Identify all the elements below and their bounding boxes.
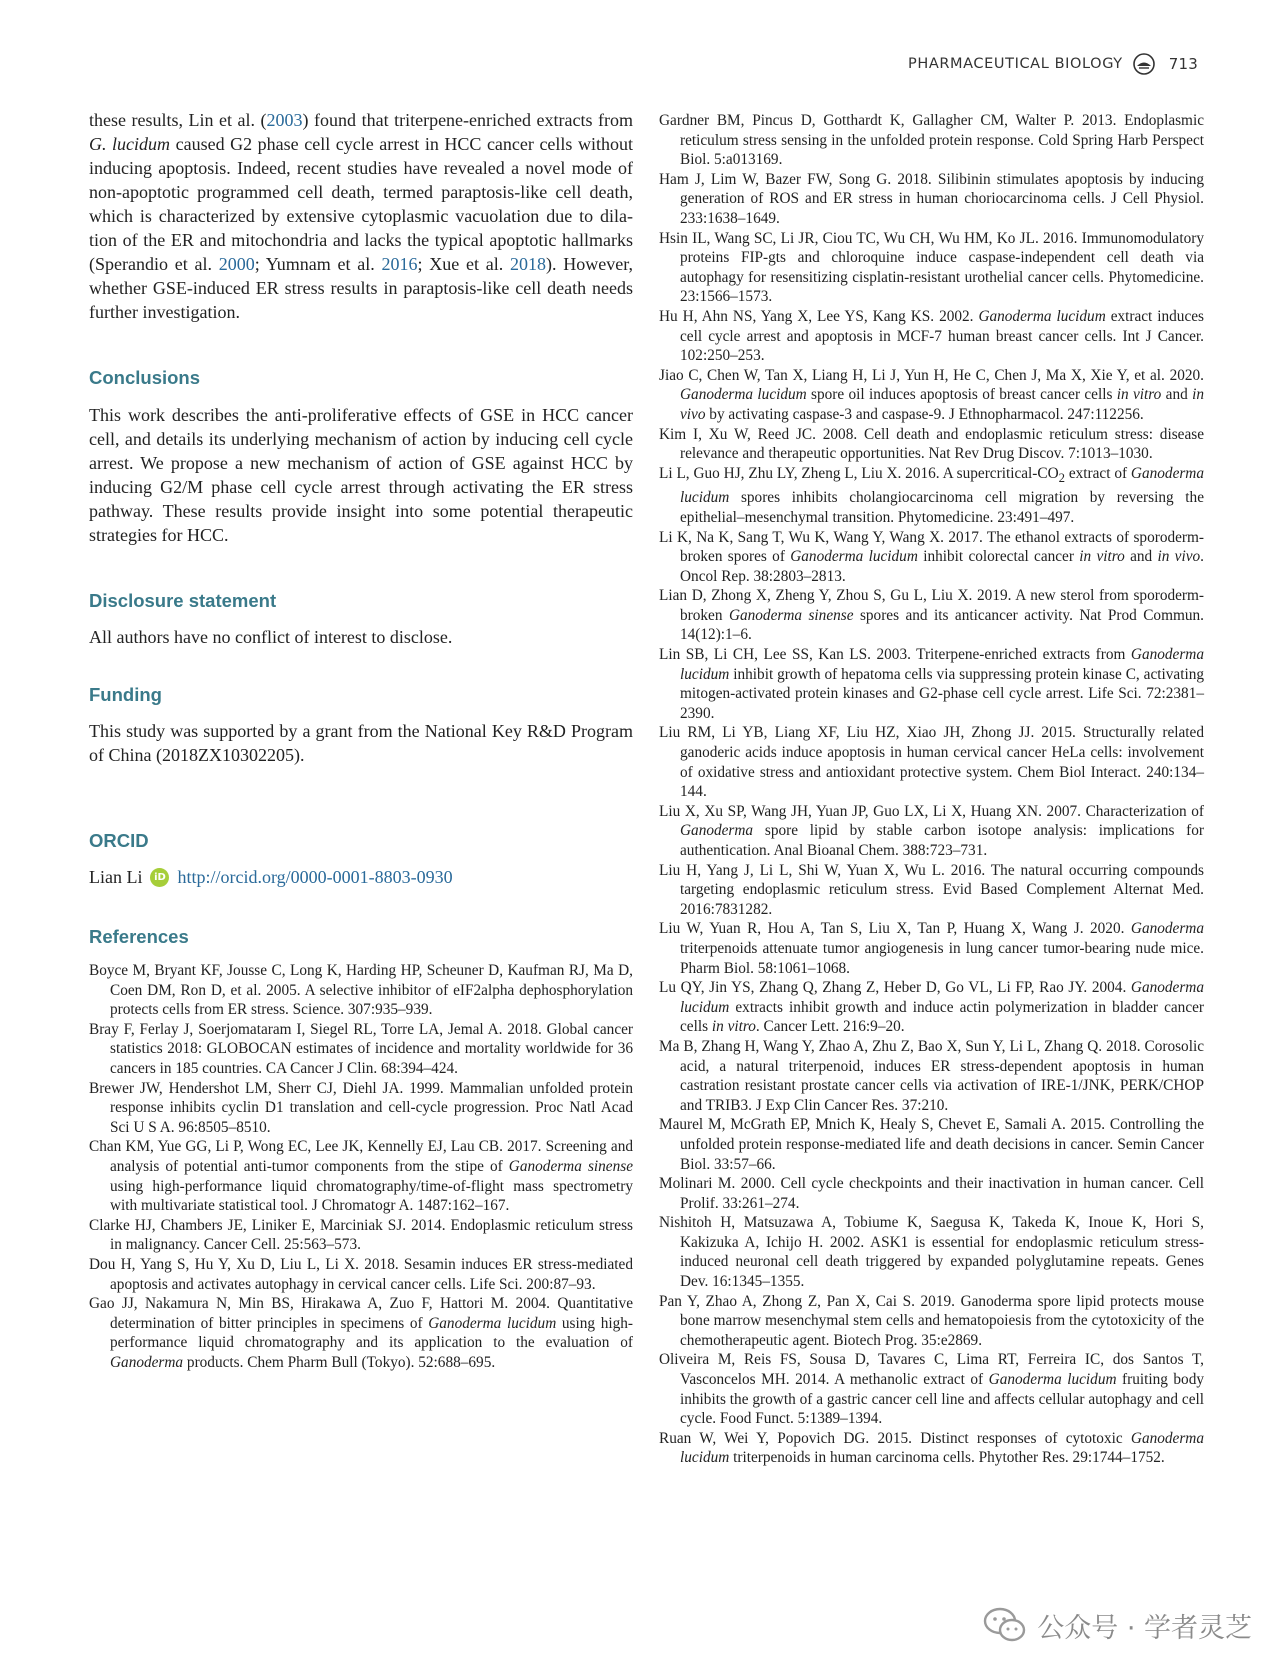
orcid-icon: iD bbox=[150, 868, 169, 887]
orcid-author-name: Lian Li bbox=[89, 867, 143, 887]
page-number: 713 bbox=[1168, 55, 1198, 73]
reference-item: Li K, Na K, Sang T, Wu K, Wang Y, Wang X. 2017. The ethanol extracts of sporoderm-broken spores of Ganoderma lucidum inhibit colorectal cancer in vitro and in vivo. Oncol Rep. 38:2803–2813. bbox=[659, 528, 1204, 585]
publisher-logo-icon bbox=[1133, 53, 1155, 75]
reference-item: Ruan W, Wei Y, Popovich DG. 2015. Distinct responses of cytotoxic Ganoderma lucidum triterpenoids in human carcinoma cells. Phytother Res. 29:1744–1752. bbox=[659, 1429, 1204, 1467]
wechat-icon bbox=[983, 1605, 1027, 1645]
citation-link[interactable]: 2018 bbox=[510, 254, 546, 274]
reference-item: Nishitoh H, Matsuzawa A, Tobiume K, Saegusa K, Takeda K, Inoue K, Hori S, Kakizuka A, Ichijo H. 2002. ASK1 is essential for endoplasmic reticulum stress-induced neuronal cell death triggered by expanded polyglutamine repeats. Genes Dev. 16:1345–1355. bbox=[659, 1214, 1204, 1291]
reference-item: Liu RM, Li YB, Liang XF, Liu HZ, Xiao JH, Zhong JJ. 2015. Structurally related ganoderic acids induce apoptosis in human cervical cancer HeLa cells: involvement of oxidative stress and antioxidant protective system. Chem Biol Interact. 240:134–144. bbox=[659, 724, 1204, 801]
citation-link[interactable]: 2016 bbox=[381, 254, 418, 274]
funding-heading: Funding bbox=[89, 684, 162, 705]
reference-item: Liu X, Xu SP, Wang JH, Yuan JP, Guo LX, Li X, Huang XN. 2007. Characterization of Ganoderma spore lipid by stable carbon isotope analysis: implications for authentication. Anal Bioanal Chem. 388:723–731. bbox=[659, 802, 1204, 860]
references-list-left bbox=[89, 961, 633, 1372]
reference-item: Pan Y, Zhao A, Zhong Z, Pan X, Cai S. 2019. Ganoderma spore lipid protects mouse bone marrow mesenchymal stem cells and hematopoiesis from the cytotoxicity of the chemotherapeutic agent. Biotech Prog. 35:e2869. bbox=[659, 1292, 1204, 1349]
reference-item: Li L, Guo HJ, Zhu LY, Zheng L, Liu X. 2016. A supercritical-$CO_2$ extract of Ganoderma lucidum spores inhibits cholangiocarcinoma cell migration by reversing the epithelial–mesenchymal transition. Phytomedicine. 23:491–497. bbox=[659, 464, 1205, 526]
reference-item: Bray F, Ferlay J, Soerjomataram I, Siegel RL, Torre LA, Jemal A. 2018. Global cancer statistics 2018: GLOBOCAN estimates of incidence and mortality worldwide for 36 cancers in 185 countries. CA Cancer J Clin. 68:394–424. bbox=[89, 1020, 633, 1077]
reference-item: Maurel M, McGrath EP, Mnich K, Healy S, Chevet E, Samali A. 2015. Controlling the unfolded protein response-mediated life and death decisions in cancer. Semin Cancer Biol. 33:57–66. bbox=[659, 1116, 1204, 1173]
reference-item: Lian D, Zhong X, Zheng Y, Zhou S, Gu L, Liu X. 2019. A new sterol from sporoderm-broken Ganoderma sinense spores and its anticancer activity. Nat Prod Commun. 14(12):1–6. bbox=[659, 587, 1204, 644]
reference-item: Jiao C, Chen W, Tan X, Liang H, Li J, Yun H, He C, Chen J, Ma X, Xie Y, et al. 2020. Ganoderma lucidum spore oil induces apoptosis of breast cancer cells in vitro and in vivo by activating caspase-3 and caspase-9. J Ethnopharmacol. 247:112256. bbox=[659, 366, 1204, 423]
reference-item: Ham J, Lim W, Bazer FW, Song G. 2018. Silibinin stimulates apoptosis by inducing generation of ROS and ER stress in human choriocarcinoma cells. J Cell Physiol. 233:1638–1649. bbox=[659, 170, 1204, 227]
reference-item: Boyce M, Bryant KF, Jousse C, Long K, Harding HP, Scheuner D, Kaufman RJ, Ma D, Coen DM, Ron D, et al. 2005. A selective inhibitor of eIF2alpha dephosphorylation protects cells from ER stress. Science. 307:935–939. bbox=[89, 962, 633, 1019]
references-heading: References bbox=[89, 926, 189, 947]
journal-name: PHARMACEUTICAL BIOLOGY bbox=[908, 56, 1123, 72]
watermark-text: 公众号 · 学者灵芝 bbox=[1037, 1612, 1252, 1644]
citation-link[interactable]: 2003 bbox=[266, 110, 303, 130]
reference-item: Clarke HJ, Chambers JE, Liniker E, Marciniak SJ. 2014. Endoplasmic reticulum stress in malignancy. Cancer Cell. 25:563–573. bbox=[89, 1216, 633, 1254]
discussion-paragraph: these results, Lin et al. (2003) found that triterpene-enriched extracts from G. lucidum caused G2 phase cell cycle arrest in HCC cancer cells without inducing apoptosis. Indeed, recent studies have revealed a novel mode of non-apoptotic programmed cell death, termed paraptosis-like cell death, which is characterized by extensive cytoplasmic vacuolation due to dilation of the ER and mitochondria and lacks the typical apoptotic hallmarks (Sperandio et al. 2000; Yumnam et al. 2016; Xue et al. 2018). However, whether GSE-induced ER stress results in paraptosis-like cell death needs further investigation. bbox=[89, 110, 633, 322]
reference-item: Gao JJ, Nakamura N, Min BS, Hirakawa A, Zuo F, Hattori M. 2004. Quantitative determination of bitter principles in specimens of Ganoderma lucidum using high-performance liquid chromatography and its application to the evaluation of Ganoderma products. Chem Pharm Bull (Tokyo). 52:688–695. bbox=[89, 1295, 633, 1371]
reference-item: Hu H, Ahn NS, Yang X, Lee YS, Kang KS. 2002. Ganoderma lucidum extract induces cell cycle arrest and apoptosis in MCF-7 human breast cancer cells. Int J Cancer. 102:250–253. bbox=[659, 307, 1204, 365]
orcid-entry bbox=[89, 865, 633, 889]
reference-item: Liu W, Yuan R, Hou A, Tan S, Liu X, Tan P, Huang X, Wang J. 2020. Ganoderma triterpenoids attenuate tumor angiogenesis in lung cancer tumor-bearing nude mice. Pharm Biol. 58:1061–1068. bbox=[659, 920, 1204, 977]
reference-item: Liu H, Yang J, Li L, Shi W, Yuan X, Wu L. 2016. The natural occurring compounds targeting endoplasmic reticulum stress. Evid Based Complement Alternat Med. 2016:7831282. bbox=[659, 861, 1204, 918]
reference-item: Ma B, Zhang H, Wang Y, Zhao A, Zhu Z, Bao X, Sun Y, Li L, Zhang Q. 2018. Corosolic acid, a natural triterpenoid, induces ER stress-dependent apoptosis in human castration resistant prostate cancer cells via activation of IRE-1/JNK, PERK/CHOP and TRIB3. J Exp Clin Cancer Res. 37:210. bbox=[659, 1037, 1204, 1114]
orcid-link[interactable]: http://orcid.org/0000-0001-8803-0930 bbox=[177, 867, 453, 887]
citation-link[interactable]: 2000 bbox=[218, 254, 255, 274]
left-column bbox=[89, 108, 633, 1372]
reference-item: Oliveira M, Reis FS, Sousa D, Tavares C, Lima RT, Ferreira IC, dos Santos T, Vasconcelos MH. 2014. A methanolic extract of Ganoderma lucidum fruiting body inhibits the growth of a gastric cancer cell line and affects cellular autophagy and cell cycle. Food Funct. 5:1389–1394. bbox=[659, 1351, 1204, 1428]
reference-item: Dou H, Yang S, Hu Y, Xu D, Liu L, Li X. 2018. Sesamin induces ER stress-mediated apoptosis and activates autophagy in cervical cancer cells. Life Sci. 200:87–93. bbox=[89, 1255, 633, 1293]
orcid-heading: ORCID bbox=[89, 830, 149, 851]
reference-item: Molinari M. 2000. Cell cycle checkpoints and their inactivation in human cancer. Cell Prolif. 33:261–274. bbox=[659, 1175, 1204, 1212]
conclusions-text: This work describes the anti-proliferative effects of GSE in HCC cancer cell, and details its underlying mechanism of action by inducing cell cycle arrest. We propose a new mechanism of action of GSE against HCC by inducing G2/M phase cell cycle arrest through activating the ER stress pathway. These results provide insight into some potential therapeutic strategies for HCC. bbox=[89, 405, 633, 545]
reference-item: Chan KM, Yue GG, Li P, Wong EC, Lee JK, Kennelly EJ, Lau CB. 2017. Screening and analysis of potential anti-tumor components from the stipe of Ganoderma sinense using high-performance liquid chromatography/time-of-flight mass spectrometry with multivariate statistical tool. J Chromatogr A. 1487:162–167. bbox=[89, 1138, 633, 1215]
running-header bbox=[908, 52, 1198, 76]
reference-item: Lin SB, Li CH, Lee SS, Kan LS. 2003. Triterpene-enriched extracts from Ganoderma lucidum inhibit growth of hepatoma cells via suppressing protein kinase C, activating mitogen-activated protein kinases and G2-phase cell cycle arrest. Life Sci. 72:2381–2390. bbox=[659, 646, 1204, 722]
reference-item: Kim I, Xu W, Reed JC. 2008. Cell death and endoplasmic reticulum stress: disease relevance and therapeutic opportunities. Nat Rev Drug Discov. 7:1013–1030. bbox=[659, 425, 1204, 463]
funding-text: This study was supported by a grant from the National Key R&D Program of China (2018ZX10302205). bbox=[89, 721, 633, 765]
reference-item: Gardner BM, Pincus D, Gotthardt K, Gallagher CM, Walter P. 2013. Endoplasmic reticulum stress sensing in the unfolded protein response. Cold Spring Harb Perspect Biol. 5:a013169. bbox=[659, 112, 1204, 169]
references-list-right bbox=[659, 111, 1204, 1468]
reference-item: Hsin IL, Wang SC, Li JR, Ciou TC, Wu CH, Wu HM, Ko JL. 2016. Immunomodulatory proteins FIP-gts and chloroquine induce caspase-independent cell death via autophagy for resensitizing cisplatin-resistant urothelial cancer cells. Phytomedicine. 23:1566–1573. bbox=[659, 229, 1204, 306]
conclusions-heading: Conclusions bbox=[89, 367, 201, 388]
disclosure-text: All authors have no conflict of interest to disclose. bbox=[89, 627, 453, 647]
disclosure-heading: Disclosure statement bbox=[89, 590, 277, 611]
reference-item: Brewer JW, Hendershot LM, Sherr CJ, Diehl JA. 1999. Mammalian unfolded protein response inhibits cyclin D1 translation and cell-cycle progression. Proc Natl Acad Sci U S A. 96:8505–8510. bbox=[89, 1079, 633, 1136]
right-column bbox=[659, 111, 1204, 1468]
watermark bbox=[983, 1605, 1252, 1645]
reference-item: Lu QY, Jin YS, Zhang Q, Zhang Z, Heber D, Go VL, Li FP, Rao JY. 2004. Ganoderma lucidum extracts inhibit growth and induce actin polymerization in bladder cancer cells in vitro. Cancer Lett. 216:9–20. bbox=[659, 979, 1204, 1036]
